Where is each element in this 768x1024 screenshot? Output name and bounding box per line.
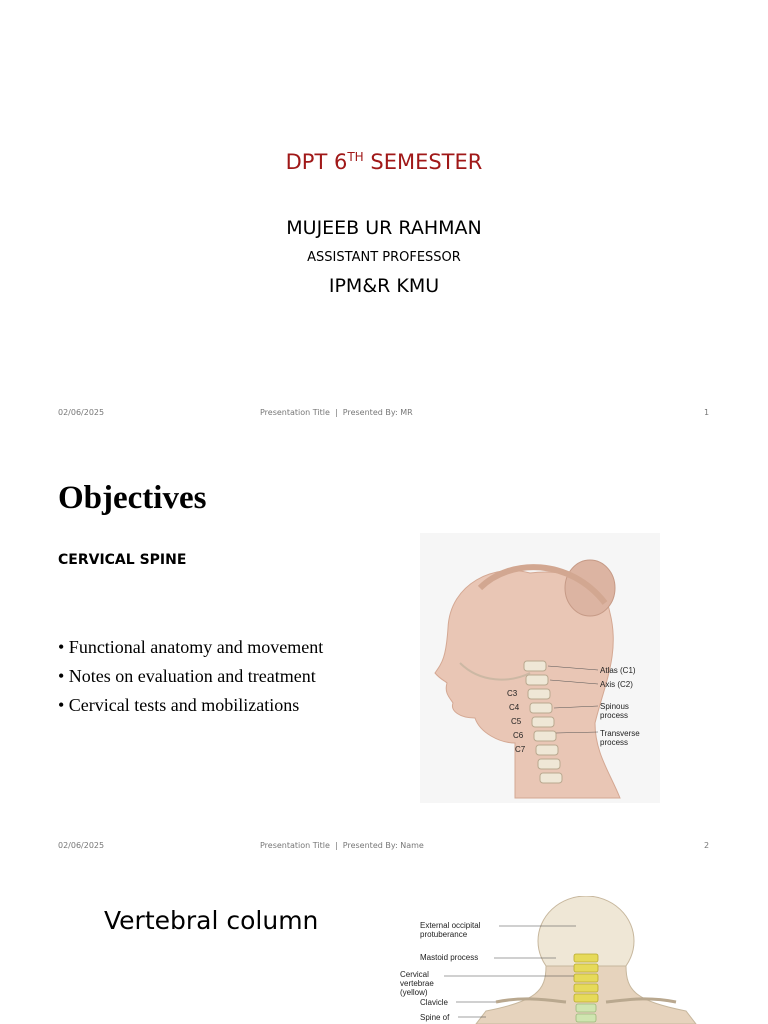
title-slide (0, 0, 768, 433)
label-occipital-2: protuberance (420, 930, 468, 939)
label-spine-of: Spine of (420, 1013, 450, 1022)
list-item: • Cervical tests and mobilizations (58, 695, 300, 715)
slide-title: Vertebral column (104, 906, 319, 935)
label-occipital-1: External occipital (420, 921, 481, 930)
list-item: • Functional anatomy and movement (58, 637, 324, 657)
footer-date: 02/06/2025 (58, 408, 105, 417)
label-cervical-1: Cervical (400, 970, 429, 979)
label-c4: C4 (509, 703, 520, 712)
label-c7: C7 (515, 745, 526, 754)
label-transverse-2: process (600, 738, 629, 747)
label-clavicle: Clavicle (420, 998, 449, 1007)
institution: IPM&R KMU (328, 275, 440, 297)
footer-date: 02/06/2025 (58, 841, 105, 850)
vertebral-column-illustration (396, 896, 716, 1024)
label-c3: C3 (507, 689, 518, 698)
course-title: DPT 6TH SEMESTER (285, 150, 483, 174)
label-c5: C5 (511, 717, 522, 726)
label-atlas: Atlas (C1) (600, 666, 636, 675)
objectives-list (58, 633, 323, 720)
author-name: MUJEEB UR RAHMAN (286, 217, 482, 239)
label-transverse: Transverse (600, 729, 640, 738)
label-spinous-2: process (600, 711, 629, 720)
footer-page-number: 2 (704, 841, 710, 850)
label-cervical-2: vertebrae (400, 979, 434, 988)
author-role: ASSISTANT PROFESSOR (307, 250, 461, 265)
objectives-slide (0, 433, 768, 866)
footer-page-number: 1 (704, 408, 710, 417)
list-item: • Notes on evaluation and treatment (58, 666, 316, 686)
label-mastoid: Mastoid process (420, 953, 479, 962)
slide-subtitle: CERVICAL SPINE (58, 552, 187, 568)
footer-title: Presentation Title | Presented By: MR (260, 408, 413, 417)
label-cervical-3: (yellow) (400, 988, 428, 997)
slide-title: Objectives (58, 480, 207, 516)
label-spinous: Spinous (600, 702, 629, 711)
label-axis: Axis (C2) (600, 680, 633, 689)
footer-title: Presentation Title | Presented By: Name (260, 841, 424, 850)
label-c6: C6 (513, 731, 524, 740)
vertebral-column-slide (0, 866, 768, 1024)
cervical-spine-illustration (420, 533, 660, 803)
